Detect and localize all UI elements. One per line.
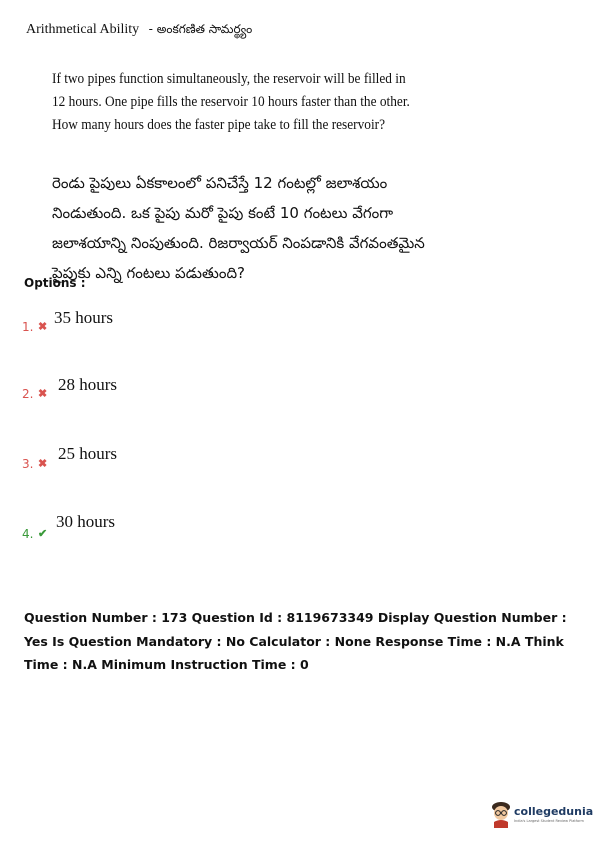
collegedunia-logo <box>490 798 594 832</box>
wrong-mark-icon: ✖ <box>38 458 48 470</box>
option-number: 1. <box>22 320 34 334</box>
subject-heading <box>26 22 252 39</box>
option-text: 35 hours <box>54 308 114 327</box>
option-text: 30 hours <box>56 512 116 531</box>
option-number: 3. <box>22 457 34 471</box>
mascot-icon <box>490 800 512 828</box>
question-metadata: Question Number : 173 Question Id : 8119673349 Display Question Number : Yes Is Question Mandatory : No Calculator : None Response Time : N.A Think Time : N.A Minimum Instruction Time : 0 <box>24 610 567 672</box>
wrong-mark-icon: ✖ <box>38 321 48 333</box>
correct-check-icon: ✔ <box>38 528 48 540</box>
option-number: 4. <box>22 527 34 541</box>
brand-name: collegedunia <box>514 805 594 818</box>
option-number: 2. <box>22 387 34 401</box>
subject-english: Arithmetical Ability <box>26 22 140 37</box>
wrong-mark-icon: ✖ <box>38 388 48 400</box>
question-english: If two pipes function simultaneously, the reservoir will be filled in 12 hours. One pipe fills the reservoir 10 hours faster than the other. How many hours does the faster pipe take to fill the reservoir? <box>52 71 410 133</box>
question-telugu: రెండు పైపులు ఏకకాలంలో పనిచేస్తే 12 గంటల్లో జలాశయం నిండుతుంది. ఒక పైపు మరో పైపు కంటే 10 గంటలు వేగంగా జలాశయాన్ని నింపుతుంది. రిజర్వాయర్ నింపడానికి వేగవంతమైన పైపుకు ఎన్ని గంటలు పడుతుంది? <box>52 174 425 282</box>
option-text: 25 hours <box>58 444 118 463</box>
subject-telugu: - అంకగణిత సామర్థ్యం <box>148 22 253 36</box>
brand-tagline: India's Largest Student Review Platform <box>514 819 584 823</box>
option-text: 28 hours <box>58 375 118 394</box>
options-title: Options : <box>24 276 86 290</box>
